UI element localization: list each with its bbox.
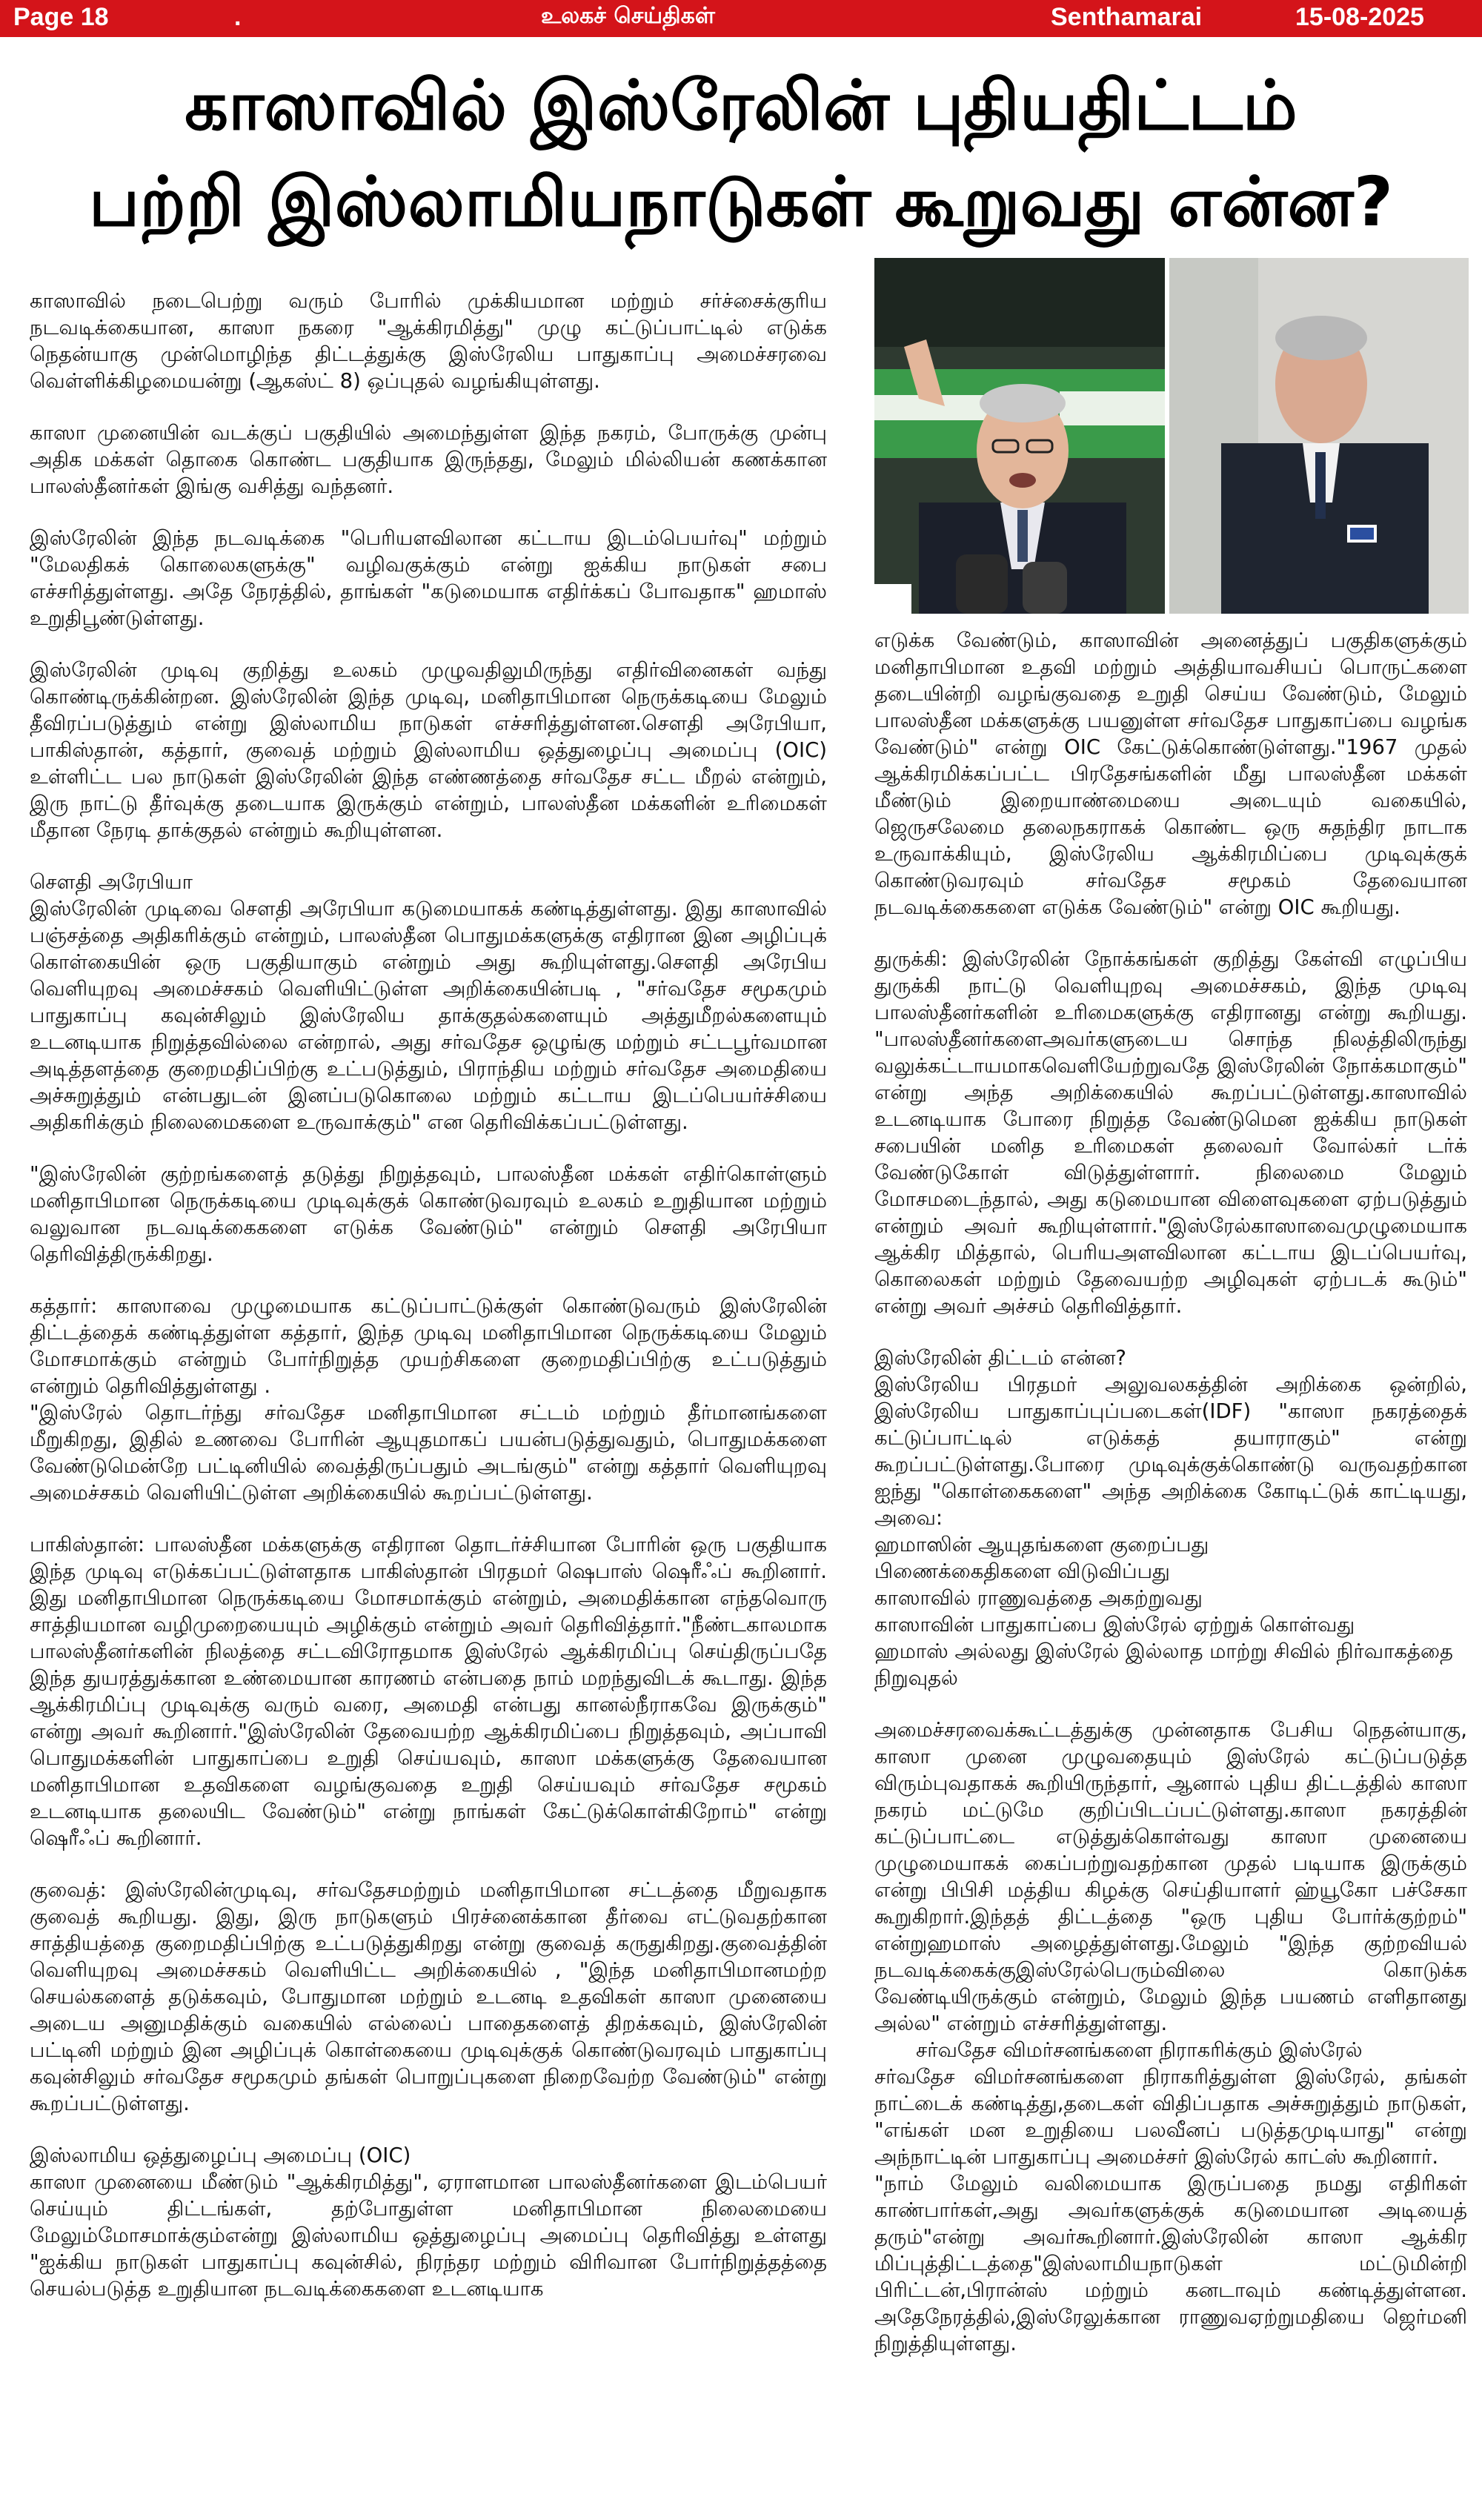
- left-column: [30, 288, 827, 2302]
- paragraph: காஸாவில் நடைபெற்று வரும் போரில் முக்கியமான மற்றும் சர்ச்சைக்குரிய நடவடிக்கையான, காஸா நகரை "ஆக்கிரமித்து" முழு கட்டுப்பாட்டில் எடுக்க நெதன்யாகு முன்மொழிந்த திட்டத்துக்கு இஸ்ரேலிய பாதுகாப்பு அமைச்சரவை வெள்ளிக்கிழமையன்று (ஆகஸ்ட் 8) ஒப்புதல் வழங்கியுள்ளது.: [30, 289, 827, 393]
- paragraph: "இஸ்ரேல் தொடர்ந்து சர்வதேச மனிதாபிமான சட்டம் மற்றும் தீர்மானங்களை மீறுகிறது, இதில் உணவை போரின் ஆயுதமாகப் பயன்படுத்துவதும், பொதுமக்களை வேண்டுமென்றே பட்டினியில் வைத்திருப்பதும் அடங்கும்" என்று கத்தார் வெளியுறவு அமைச்சகம் வெளியிட்டுள்ள அறிக்கையில் கூறப்பட்டுள்ளது.: [30, 1401, 827, 1505]
- paragraph: குவைத்: இஸ்ரேலின்முடிவு, சர்வதேசமற்றும் மனிதாபிமான சட்டத்தை மீறுவதாக குவைத் கூறியது. இது, இரு நாடுகளும் பிரச்னைக்கான தீர்வை எட்டுவதற்கான சாத்தியத்தை குறைமதிப்பிற்கு உட்படுத்துகிறது என்று குவைத் கருதுகிறது.குவைத்தின் வெளியுறவு அமைச்சகம் வெளியிட்ட அறிக்கையில் , "இந்த மனிதாபிமானமற்ற செயல்களைத் தடுக்கவும், போதுமான மற்றும் உடனடி உதவிகள் காஸா முனையை அடைய அனுமதிக்கும் வகையில் எல்லைப் பாதைகளைத் திறக்கவும், இஸ்ரேலின் பட்டினி மற்றும் இன அழிப்புக் கொள்கையை முடிவுக்குக் கொண்டுவரவும் பாதுகாப்பு கவுன்சிலும் சர்வதேச சமூகமும் தங்கள் பொறுப்புகளை நிறைவேற்ற வேண்டும்" என்று கூறப்பட்டுள்ளது.: [30, 1878, 827, 2115]
- politician-photo: [1169, 258, 1469, 614]
- paragraph: "இஸ்ரேலின் குற்றங்களைத் தடுத்து நிறுத்தவும், பாலஸ்தீன மக்கள் எதிர்கொள்ளும் மனிதாபிமான நெருக்கடியை முடிவுக்குக் கொண்டுவரவும் உலகம் உறுதியான மற்றும் வலுவான நடவடிக்கைகளை எடுக்க வேண்டும்" என்றும் சௌதி அரேபியா தெரிவித்திருக்கிறது.: [30, 1162, 827, 1266]
- list-item: பிணைக்கைதிகளை விடுவிப்பது: [874, 1559, 1170, 1583]
- paragraph: இஸ்ரேலிய பிரதமர் அலுவலகத்தின் அறிக்கை ஒன்றில், இஸ்ரேலிய பாதுகாப்புப்படைகள்(IDF) "காஸா நகரத்தைக் கட்டுப்பாட்டில் எடுக்கத் தயாராகும்" என்று கூறப்பட்டுள்ளது.போரை முடிவுக்குக்கொண்டு வருவதற்கான ஐந்து "கொள்கைகளை" அந்த அறிக்கை கோடிட்டுக் காட்டியது, அவை:: [874, 1373, 1467, 1530]
- list-item: காஸாவின் பாதுகாப்பை இஸ்ரேல் ஏற்றுக் கொள்வது: [874, 1613, 1355, 1637]
- list-item: ஹமாஸின் ஆயுதங்களை குறைப்பது: [874, 1533, 1209, 1556]
- masthead-dot: .: [234, 3, 242, 31]
- headline: [0, 58, 1482, 251]
- subheading-criticism: சர்வதேச விமர்சனங்களை நிராகரிக்கும் இஸ்ரேல்: [916, 2038, 1363, 2062]
- paragraph: காஸா முனையின் வடக்குப் பகுதியில் அமைந்துள்ள இந்த நகரம், போருக்கு முன்பு அதிக மக்கள் தொகை கொண்ட பகுதியாக இருந்தது, மேலும் மில்லியன் கணக்கான பாலஸ்தீனர்கள் இங்கு வசித்து வந்தனர்.: [30, 421, 827, 498]
- headline-line-2: பற்றி இஸ்லாமியநாடுகள் கூறுவது என்ன?: [88, 162, 1394, 242]
- plan-list: [874, 1531, 1467, 1691]
- paragraph: இஸ்ரேலின் முடிவை சௌதி அரேபியா கடுமையாகக் கண்டித்துள்ளது. இது காஸாவில் பஞ்சத்தை அதிகரிக்கும் என்றும், பாலஸ்தீன பொதுமக்களுக்கு எதிரான இன அழிப்புக் கொள்கையின் ஒரு பகுதியாகும் என்றும் அது கூறியுள்ளது.சௌதி அரேபிய வெளியுறவு அமைச்சகம் வெளியிட்டுள்ள அறிக்கையின்படி , "சர்வதேச சமூகமும் பாதுகாப்பு கவுன்சிலும் இஸ்ரேலிய தாக்குதல்களையும் அத்துமீறல்களையும் உடனடியாக நிறுத்தவில்லை என்றால், அது சர்வதேச ஒழுங்கு மற்றும் சட்டபூர்வமான அடித்தளத்தை குறைமதிப்பிற்கு உட்படுத்தும், பிராந்திய மற்றும் சர்வதேச அமைதியை அச்சுறுத்தும் என்பதுடன் இனப்படுகொலை மற்றும் கட்டாய இடப்பெயர்ச்சியை அதிகரிக்கும் நிலைமைகளை உருவாக்கும்" என தெரிவிக்கப்பட்டுள்ளது.: [30, 897, 827, 1134]
- subheading-saudi: சௌதி அரேபியா: [30, 870, 193, 894]
- masthead: [0, 0, 1482, 37]
- paragraph: சர்வதேச விமர்சனங்களை நிராகரித்துள்ள இஸ்ரேல், தங்கள் நாட்டைக் கண்டித்து,தடைகள் விதிப்பதாக அச்சுறுத்தும் நாடுகள், "எங்கள் மன உறுதியை பலவீனப் படுத்தமுடியாது" என்று அந்நாட்டின் பாதுகாப்பு அமைச்சர் இஸ்ரேல் காட்ஸ் கூறினார்.: [874, 2065, 1467, 2169]
- paragraph: இஸ்ரேலின் முடிவு குறித்து உலகம் முழுவதிலுமிருந்து எதிர்வினைகள் வந்து கொண்டிருக்கின்றன. இஸ்ரேலின் இந்த முடிவு, மனிதாபிமான நெருக்கடியை மேலும் தீவிரப்படுத்தும் என்று இஸ்லாமிய நாடுகள் எச்சரித்துள்ளன.சௌதி அரேபியா, பாகிஸ்தான், கத்தார், குவைத் மற்றும் இஸ்லாமிய ஒத்துழைப்பு அமைப்பு (OIC) உள்ளிட்ட பல நாடுகள் இஸ்ரேலின் இந்த எண்ணத்தை சர்வதேச சட்ட மீறல் என்றும், இரு நாட்டு தீர்வுக்கு தடையாக இருக்கும் என்றும், பாலஸ்தீன மக்களின் உரிமைகள் மீதான நேரடி தாக்குதல் என்றும் கூறியுள்ளன.: [30, 658, 827, 842]
- subheading-oic: இஸ்லாமிய ஒத்துழைப்பு அமைப்பு (OIC): [30, 2143, 411, 2167]
- speaker-photo-image: [874, 258, 1165, 614]
- page-number: Page 18: [13, 3, 109, 31]
- paragraph: காஸா முனையை மீண்டும் "ஆக்கிரமித்து", ஏராளமான பாலஸ்தீனர்களை இடம்பெயர் செய்யும் திட்டங்கள், தற்போதுள்ள மனிதாபிமான நிலைமையை மேலும்மோசமாக்கும்என்று இஸ்லாமிய ஒத்துழைப்பு அமைப்பு தெரிவித்து உள்ளது "ஐக்கிய நாடுகள் பாதுகாப்பு கவுன்சில், நிரந்தர மற்றும் விரிவான போர்நிறுத்தத்தை செயல்படுத்த உறுதியான நடவடிக்கைகளை உடனடியாக: [30, 2170, 827, 2301]
- politician-photo-image: [1169, 258, 1469, 614]
- list-item: ஹமாஸ் அல்லது இஸ்ரேல் இல்லாத மாற்று சிவில் நிர்வாகத்தை நிறுவுதல்: [874, 1639, 1453, 1690]
- issue-date: 15-08-2025: [1295, 3, 1424, 31]
- paragraph: எடுக்க வேண்டும், காஸாவின் அனைத்துப் பகுதிகளுக்கும் மனிதாபிமான உதவி மற்றும் அத்தியாவசியப் பொருட்களை தடையின்றி வழங்குவதை உறுதி செய்ய வேண்டும், மேலும் பாலஸ்தீன மக்களுக்கு பயனுள்ள சர்வதேச பாதுகாப்பை வழங்க வேண்டும்" என்று OIC கேட்டுக்கொண்டுள்ளது."1967 முதல் ஆக்கிரமிக்கப்பட்ட பிரதேசங்களின் மீது பாலஸ்தீன மக்கள் மீண்டும் இறையாண்மையை அடையும் வகையில், ஜெருசலேமை தலைநகராகக் கொண்ட ஒரு சுதந்திர நாடாக உருவாக்கியும், இஸ்ரேலிய ஆக்கிரமிப்பை முடிவுக்குக் கொண்டுவரவும் சர்வதேச சமூகம் தேவையான நடவடிக்கைகளை எடுக்க வேண்டும்" என்று OIC கூறியது.: [874, 629, 1467, 919]
- speaker-photo: [874, 258, 1165, 614]
- subheading-plan: இஸ்ரேலின் திட்டம் என்ன?: [874, 1346, 1127, 1370]
- paragraph: பாகிஸ்தான்: பாலஸ்தீன மக்களுக்கு எதிரான தொடர்ச்சியான போரின் ஒரு பகுதியாக இந்த முடிவு எடுக்கப்பட்டுள்ளதாக பாகிஸ்தான் பிரதமர் ஷெபாஸ் ஷெரீஃப் கூறினார். இது மனிதாபிமான நெருக்கடியை மோசமாக்கும் என்றும், அமைதிக்கான எந்தவொரு சாத்தியமான வழிமுறையையும் அழிக்கும் என்றும் அவர் தெரிவித்தார்."நீண்டகாலமாக பாலஸ்தீனர்களின் நிலத்தை சட்டவிரோதமாக இஸ்ரேல் ஆக்கிரமிப்பு செய்திருப்பதே இந்த துயரத்துக்கான உண்மையான காரணம் என்பதை நாம் மறந்துவிடக் கூடாது. இந்த ஆக்கிரமிப்பு முடிவுக்கு வரும் வரை, அமைதி என்பது கானல்நீராகவே இருக்கும்" என்று அவர் கூறினார்."இஸ்ரேலின் தேவையற்ற ஆக்கிரமிப்பை நிறுத்தவும், அப்பாவி பொதுமக்களின் பாதுகாப்பை உறுதி செய்யவும், காஸா மக்களுக்கு தேவையான மனிதாபிமான உதவிகளை வழங்குவதை உறுதி செய்யவும் சர்வதேச சமூகம் உடனடியாக தலையிட வேண்டும்" என்று நாங்கள் கேட்டுக்கொள்கிறோம்" என்று ஷெரீஃப் கூறினார்.: [30, 1533, 827, 1850]
- headline-line-1: காஸாவில் இஸ்ரேலின் புதியதிட்டம்: [185, 66, 1297, 145]
- newspaper-name: Senthamarai: [1051, 3, 1203, 31]
- paragraph: இஸ்ரேலின் இந்த நடவடிக்கை "பெரியளவிலான கட்டாய இடம்பெயர்வு" மற்றும் "மேலதிகக் கொலைகளுக்கு" வழிவகுக்கும் என்று ஐக்கிய நாடுகள் சபை எச்சரித்துள்ளது. அதே நேரத்தில், தாங்கள் "கடுமையாக எதிர்க்கப் போவதாக" ஹமாஸ் உறுதிபூண்டுள்ளது.: [30, 526, 827, 630]
- right-column: [874, 627, 1467, 2357]
- paragraph: துருக்கி: இஸ்ரேலின் நோக்கங்கள் குறித்து கேள்வி எழுப்பிய துருக்கி நாட்டு வெளியுறவு அமைச்சகம், இந்த முடிவு பாலஸ்தீனர்களின் உரிமைகளுக்கு எதிரானது என்று கூறியது. "பாலஸ்தீனர்களைஅவர்களுடைய சொந்த நிலத்திலிருந்து வலுக்கட்டாயமாகவெளியேற்றுவதே இஸ்ரேலின் நோக்கமாகும்" என்று அந்த அறிக்கையில் கூறப்பட்டுள்ளது.காஸாவில் உடனடியாக போரை நிறுத்த வேண்டுமென ஐக்கிய நாடுகள் சபையின் மனித உரிமைகள் தலைவர் வோல்கர் டர்க் வேண்டுகோள் விடுத்துள்ளார். நிலைமை மேலும் மோசமடைந்தால், அது கடுமையான விளைவுகளை ஏற்படுத்தும் என்றும் அவர் கூறியுள்ளார்."இஸ்ரேல்காஸாவைமுழுமையாக ஆக்கிர மித்தால், பெரியஅளவிலான கட்டாய இடப்பெயர்வு, கொலைகள் மற்றும் தேவையற்ற அழிவுகள் ஏற்படக் கூடும்" என்று அவர் அச்சம் தெரிவித்தார்.: [874, 947, 1467, 1318]
- paragraph: கத்தார்: காஸாவை முழுமையாக கட்டுப்பாட்டுக்குள் கொண்டுவரும் இஸ்ரேலின் திட்டத்தைக் கண்டித்துள்ள கத்தார், இந்த முடிவு மனிதாபிமான நெருக்கடியை மேலும் மோசமாக்கும் என்றும் போர்நிறுத்த முயற்சிகளை குறைமதிப்பிற்கு உட்படுத்தும் என்றும் தெரிவித்துள்ளது .: [30, 1294, 827, 1398]
- list-item: காஸாவில் ராணுவத்தை அகற்றுவது: [874, 1586, 1203, 1610]
- section-title: உலகச் செய்திகள்: [541, 3, 715, 29]
- paragraph: "நாம் மேலும் வலிமையாக இருப்பதை நமது எதிரிகள் காண்பார்கள்,அது அவர்களுக்குக் கடுமையான அடியைத் தரும்"என்று அவர்கூறினார்.இஸ்ரேலின் காஸா ஆக்கிர மிப்புத்திட்டத்தை"இஸ்லாமியநாடுகள் மட்டுமின்றி பிரிட்டன்,பிரான்ஸ் மற்றும் கனடாவும் கண்டித்துள்ளன. அதேநேரத்தில்,இஸ்ரேலுக்கான ராணுவஏற்றுமதியை ஜெர்மனி நிறுத்தியுள்ளது.: [874, 2172, 1467, 2355]
- paragraph: அமைச்சரவைக்கூட்டத்துக்கு முன்னதாக பேசிய நெதன்யாகு, காஸா முனை முழுவதையும் இஸ்ரேல் கட்டுப்படுத்த விரும்புவதாகக் கூறியிருந்தார், ஆனால் புதிய திட்டத்தில் காஸா நகரம் மட்டுமே குறிப்பிடப்பட்டுள்ளது.காஸா நகரத்தின் கட்டுப்பாட்டை எடுத்துக்கொள்வது காஸா முனையை முழுமையாகக் கைப்பற்றுவதற்கான முதல் படியாக இருக்கும் என்று பிபிசி மத்திய கிழக்கு செய்தியாளர் ஹ்யூகோ பச்சேகா கூறுகிறார்.இந்தத் திட்டத்தை "ஒரு புதிய போர்க்குற்றம்" என்றுஹமாஸ் அழைத்துள்ளது.மேலும் "இந்த குற்றவியல் நடவடிக்கைக்குஇஸ்ரேல்பெரும்விலை கொடுக்க வேண்டியிருக்கும் என்றும், மேலும் இந்த பயணம் எளிதானது அல்ல" என்றும் எச்சரித்துள்ளது.: [874, 1718, 1467, 2035]
